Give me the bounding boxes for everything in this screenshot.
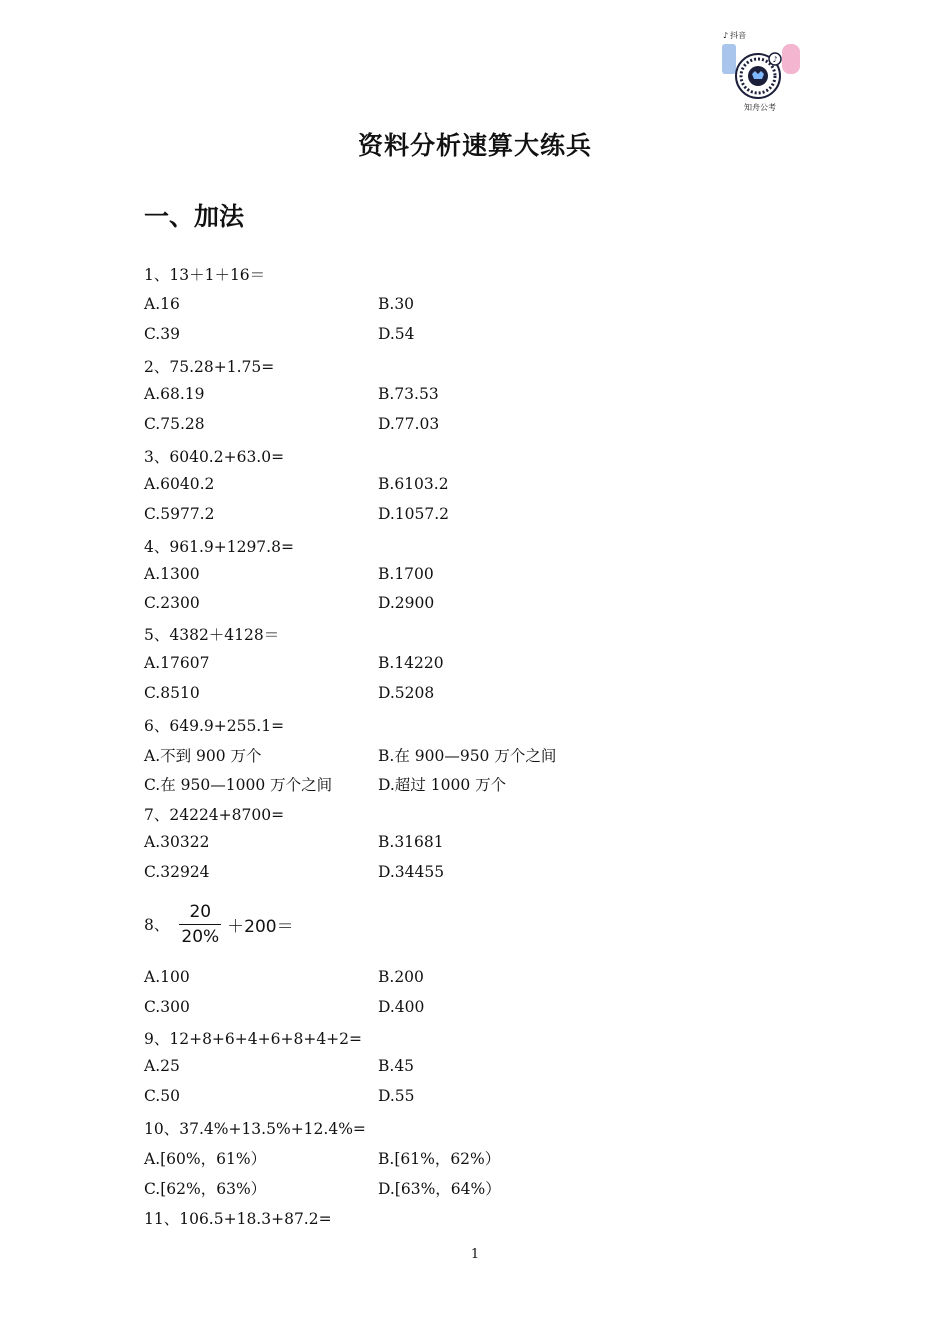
page-title: 资料分析速算大练兵 (357, 131, 592, 160)
question-1-option-b: B.30 (378, 295, 415, 313)
question-9-stem: 9、12+8+6+4+6+8+4+2= (144, 1030, 363, 1048)
question-2-option-d: D.77.03 (378, 415, 440, 433)
question-1-option-a: A.16 (144, 295, 180, 313)
question-2-option-b: B.73.53 (378, 385, 439, 403)
question-3-stem: 3、6040.2+63.0= (144, 448, 285, 466)
question-2-option-c: C.75.28 (144, 415, 205, 433)
section-heading: 一、加法 (144, 202, 245, 231)
question-3-option-b: B.6103.2 (378, 475, 449, 493)
douyin-icon: ♪ (723, 31, 729, 40)
question-1-option-d: D.54 (378, 325, 415, 343)
zhizhou-logo (718, 28, 804, 114)
question-10-option-b: B.[61%，62%） (378, 1150, 501, 1168)
svg-text:♪: ♪ (772, 55, 778, 64)
question-7-option-a: A.30322 (144, 833, 210, 851)
question-8-suffix: ＋200＝ (227, 916, 294, 937)
question-9-option-d: D.55 (378, 1087, 415, 1105)
question-10-stem: 10、37.4%+13.5%+12.4%= (144, 1120, 366, 1138)
question-6-option-b: B.在 900—950 万个之间 (378, 747, 557, 765)
question-3-option-a: A.6040.2 (144, 475, 215, 493)
logo-caption: 知舟公考 (744, 103, 776, 112)
question-10-option-d: D.[63%，64%） (378, 1180, 501, 1198)
page-number: 1 (470, 1247, 480, 1262)
question-9-option-c: C.50 (144, 1087, 180, 1105)
question-7-stem: 7、24224+8700= (144, 806, 285, 824)
question-5-stem: 5、4382＋4128＝ (144, 626, 280, 644)
question-9-option-b: B.45 (378, 1057, 415, 1075)
question-8-option-b: B.200 (378, 968, 424, 986)
question-6-option-d: D.超过 1000 万个 (378, 776, 507, 794)
question-6-option-c: C.在 950—1000 万个之间 (144, 776, 333, 794)
question-8-stem (144, 900, 294, 948)
question-1-stem: 1、13＋1＋16＝ (144, 266, 266, 284)
question-5-option-c: C.8510 (144, 684, 200, 702)
douyin-qr-badge-icon (718, 38, 804, 108)
question-7-option-c: C.32924 (144, 863, 210, 881)
question-11-stem: 11、106.5+18.3+87.2= (144, 1210, 332, 1228)
question-2-stem: 2、75.28+1.75= (144, 358, 275, 376)
question-8-fraction (179, 902, 221, 947)
question-6-option-a: A.不到 900 万个 (144, 747, 262, 765)
question-1-option-c: C.39 (144, 325, 180, 343)
fraction-denominator: 20% (179, 924, 221, 947)
douyin-brand-text: 抖音 (730, 31, 747, 40)
question-7-option-b: B.31681 (378, 833, 444, 851)
question-9-option-a: A.25 (144, 1057, 180, 1075)
question-2-option-a: A.68.19 (144, 385, 205, 403)
question-4-option-b: B.1700 (378, 565, 434, 583)
question-4-option-a: A.1300 (144, 565, 200, 583)
question-7-option-d: D.34455 (378, 863, 445, 881)
question-10-option-a: A.[60%，61%） (144, 1150, 267, 1168)
question-10-option-c: C.[62%，63%） (144, 1180, 267, 1198)
question-8-option-d: D.400 (378, 998, 425, 1016)
question-5-option-b: B.14220 (378, 654, 444, 672)
question-4-option-d: D.2900 (378, 594, 435, 612)
question-3-option-d: D.1057.2 (378, 505, 450, 523)
question-3-option-c: C.5977.2 (144, 505, 215, 523)
question-5-option-a: A.17607 (144, 654, 210, 672)
question-8-prefix: 8、 (144, 916, 170, 934)
question-4-stem: 4、961.9+1297.8= (144, 538, 294, 556)
fraction-numerator: 20 (189, 901, 212, 922)
question-8-option-a: A.100 (144, 968, 190, 986)
question-6-stem: 6、649.9+255.1= (144, 717, 285, 735)
question-4-option-c: C.2300 (144, 594, 200, 612)
question-5-option-d: D.5208 (378, 684, 435, 702)
question-8-option-c: C.300 (144, 998, 190, 1016)
